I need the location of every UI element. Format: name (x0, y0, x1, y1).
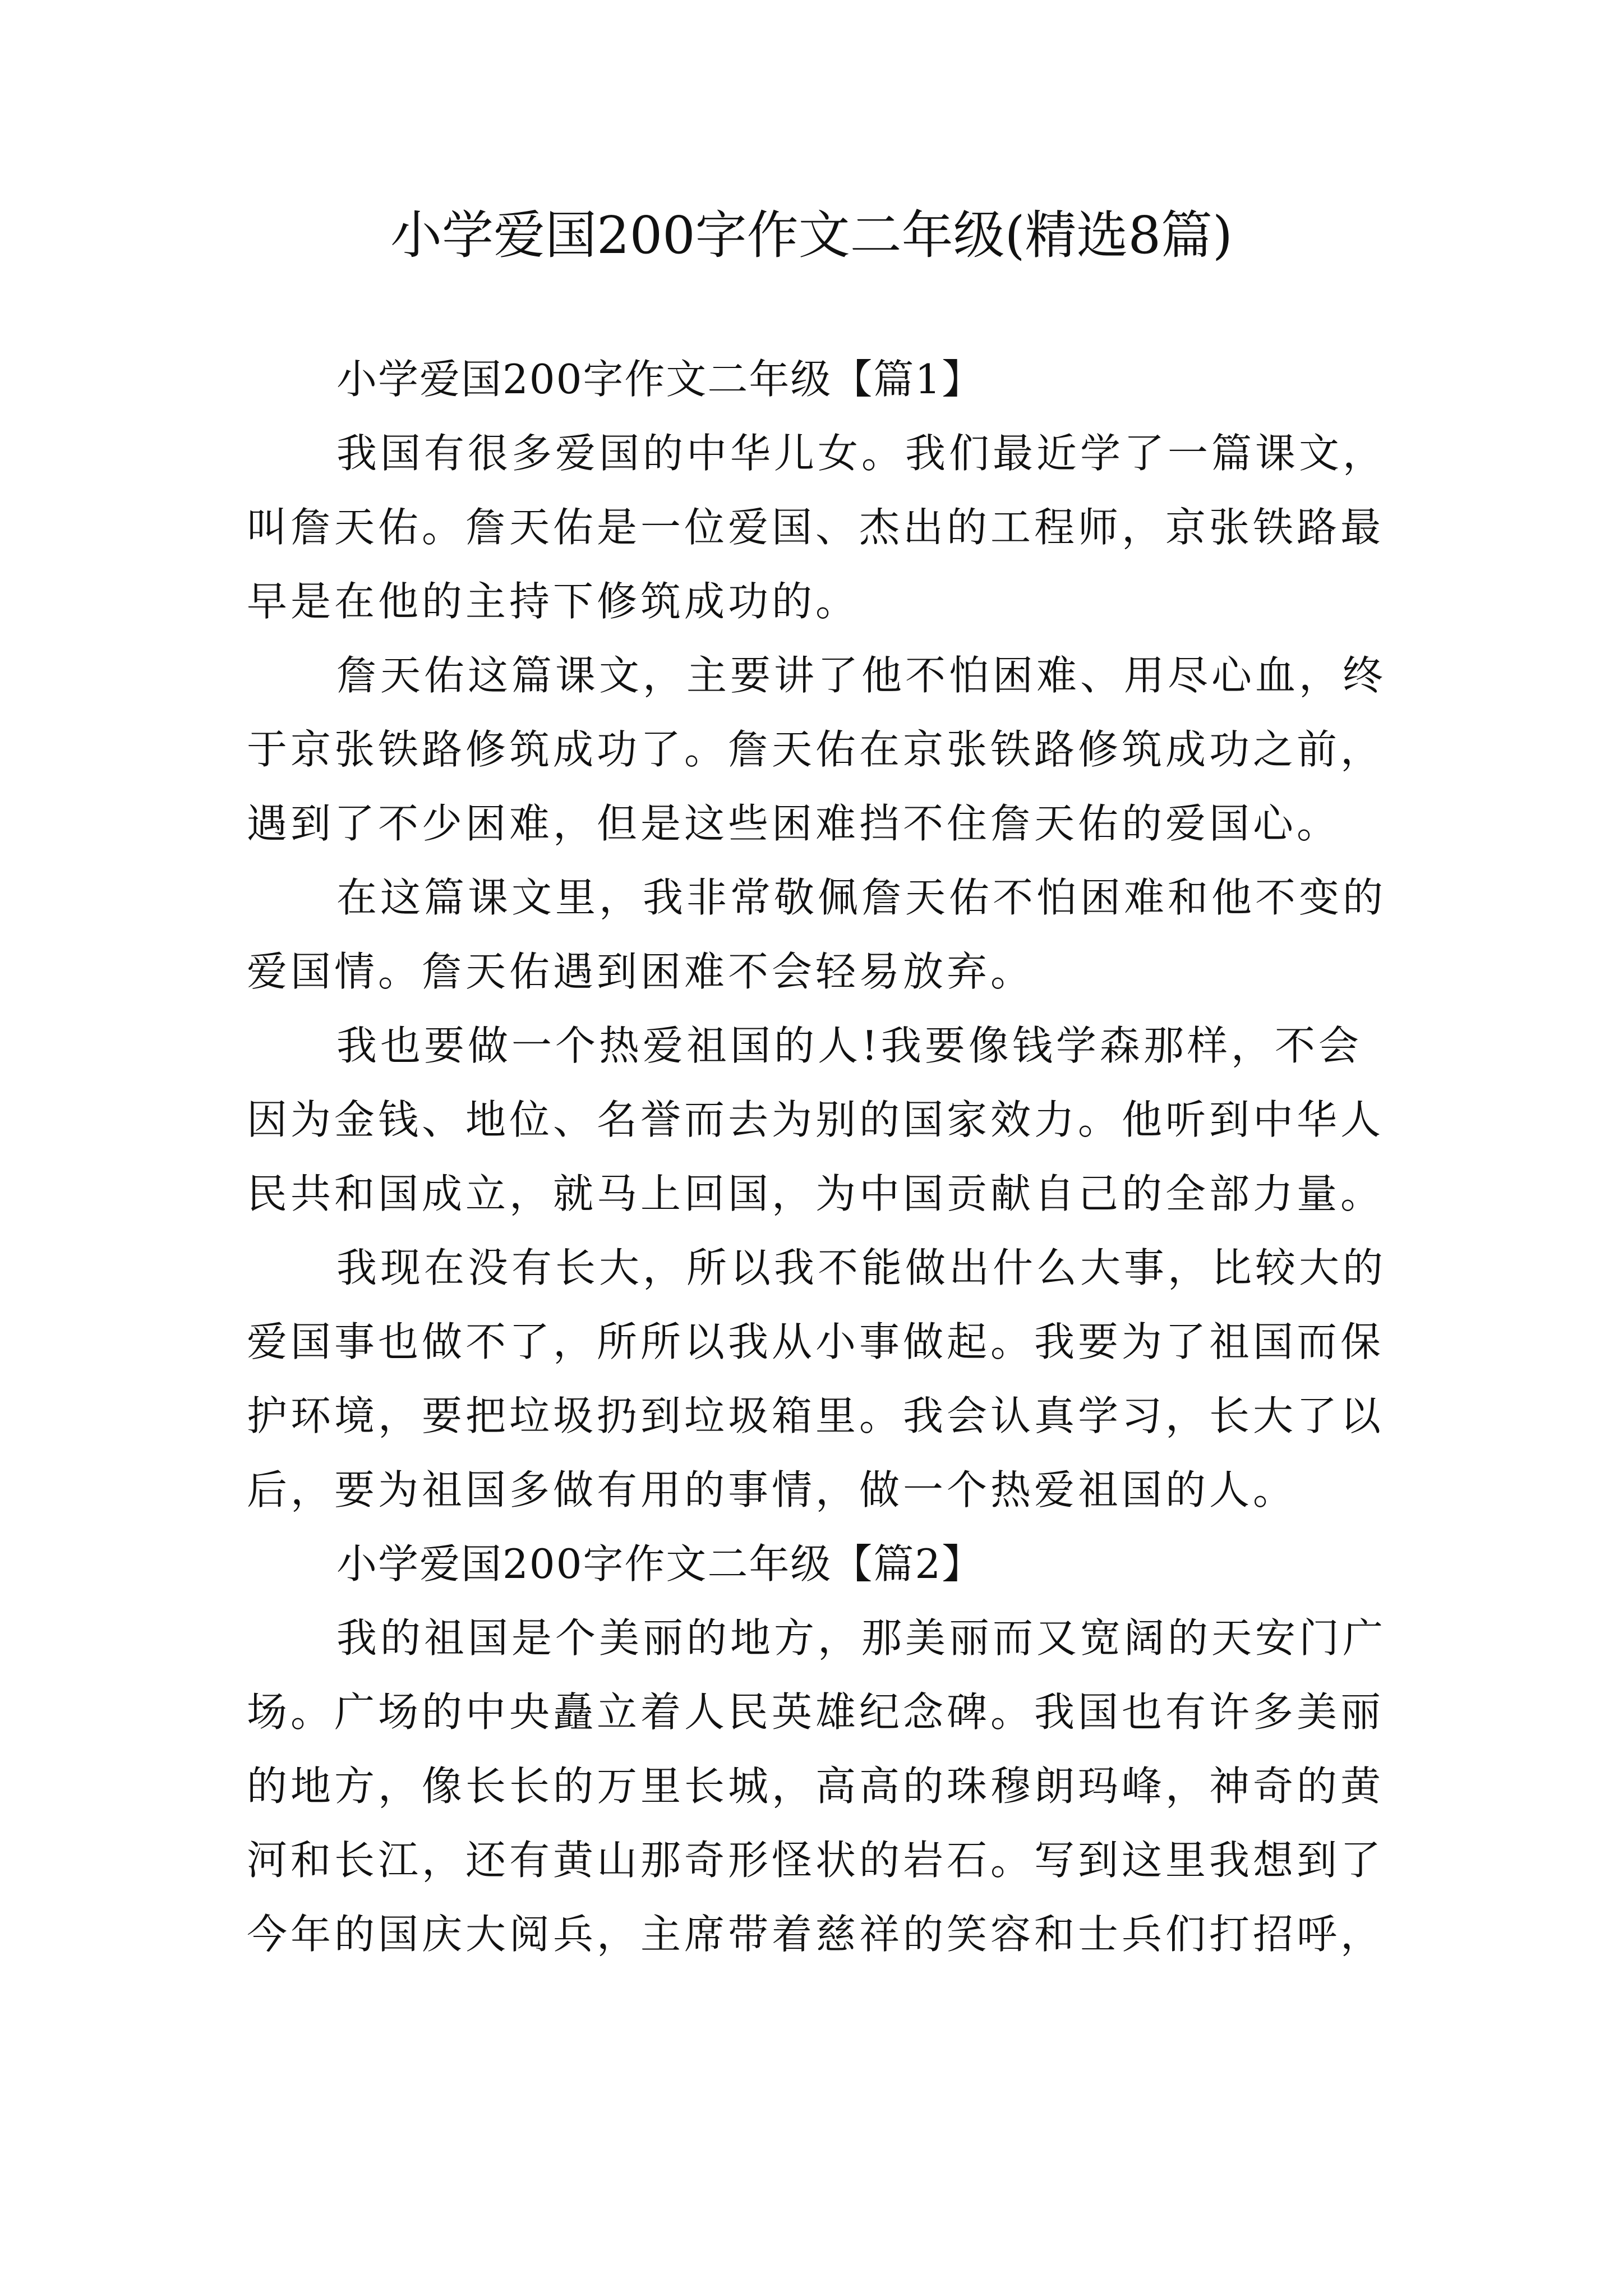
paragraph-line: 詹天佑这篇课文，主要讲了他不怕困难、用尽心血，终 (336, 652, 1387, 699)
paragraph-line: 后，要为祖国多做有用的事情，做一个热爱祖国的人。 (247, 1466, 1297, 1513)
paragraph-line: 场。广场的中央矗立着人民英雄纪念碑。我国也有许多美丽 (247, 1688, 1385, 1736)
paragraph-line: 爱国情。詹天佑遇到困难不会轻易放弃。 (247, 948, 1035, 995)
paragraph-line: 我的祖国是个美丽的地方，那美丽而又宽阔的天安门广 (336, 1614, 1387, 1662)
paragraph-line: 我现在没有长大，所以我不能做出什么大事，比较大的 (336, 1244, 1387, 1291)
document-title: 小学爱国200字作文二年级(精选8篇) (390, 205, 1233, 265)
paragraph-line: 爱国事也做不了，所所以我从小事做起。我要为了祖国而保 (247, 1318, 1385, 1365)
paragraph-line: 叫詹天佑。詹天佑是一位爱国、杰出的工程师，京张铁路最 (247, 504, 1385, 551)
paragraph-line: 我国有很多爱国的中华儿女。我们最近学了一篇课文， (336, 430, 1387, 477)
section-heading-1: 小学爱国200字作文二年级【篇1】 (336, 356, 984, 403)
paragraph-line: 民共和国成立，就马上回国，为中国贡献自己的全部力量。 (247, 1170, 1385, 1217)
paragraph-line: 于京张铁路修筑成功了。詹天佑在京张铁路修筑成功之前， (247, 726, 1385, 773)
paragraph-line: 今年的国庆大阅兵，主席带着慈祥的笑容和士兵们打招呼， (247, 1911, 1385, 1958)
paragraph-line: 我也要做一个热爱祖国的人!我要像钱学森那样，不会 (336, 1022, 1362, 1069)
paragraph-line: 的地方，像长长的万里长城，高高的珠穆朗玛峰，神奇的黄 (247, 1763, 1385, 1810)
paragraph-line: 早是在他的主持下修筑成功的。 (247, 578, 860, 625)
paragraph-line: 遇到了不少困难，但是这些困难挡不住詹天佑的爱国心。 (247, 800, 1341, 847)
paragraph-line: 因为金钱、地位、名誉而去为别的国家效力。他听到中华人 (247, 1096, 1385, 1143)
paragraph-line: 在这篇课文里，我非常敬佩詹天佑不怕困难和他不变的 (336, 874, 1387, 921)
paragraph-line: 护环境，要把垃圾扔到垃圾箱里。我会认真学习，长大了以 (247, 1392, 1385, 1439)
section-heading-2: 小学爱国200字作文二年级【篇2】 (336, 1540, 984, 1588)
document-body (247, 342, 1387, 1971)
paragraph-line: 河和长江，还有黄山那奇形怪状的岩石。写到这里我想到了 (247, 1837, 1385, 1884)
